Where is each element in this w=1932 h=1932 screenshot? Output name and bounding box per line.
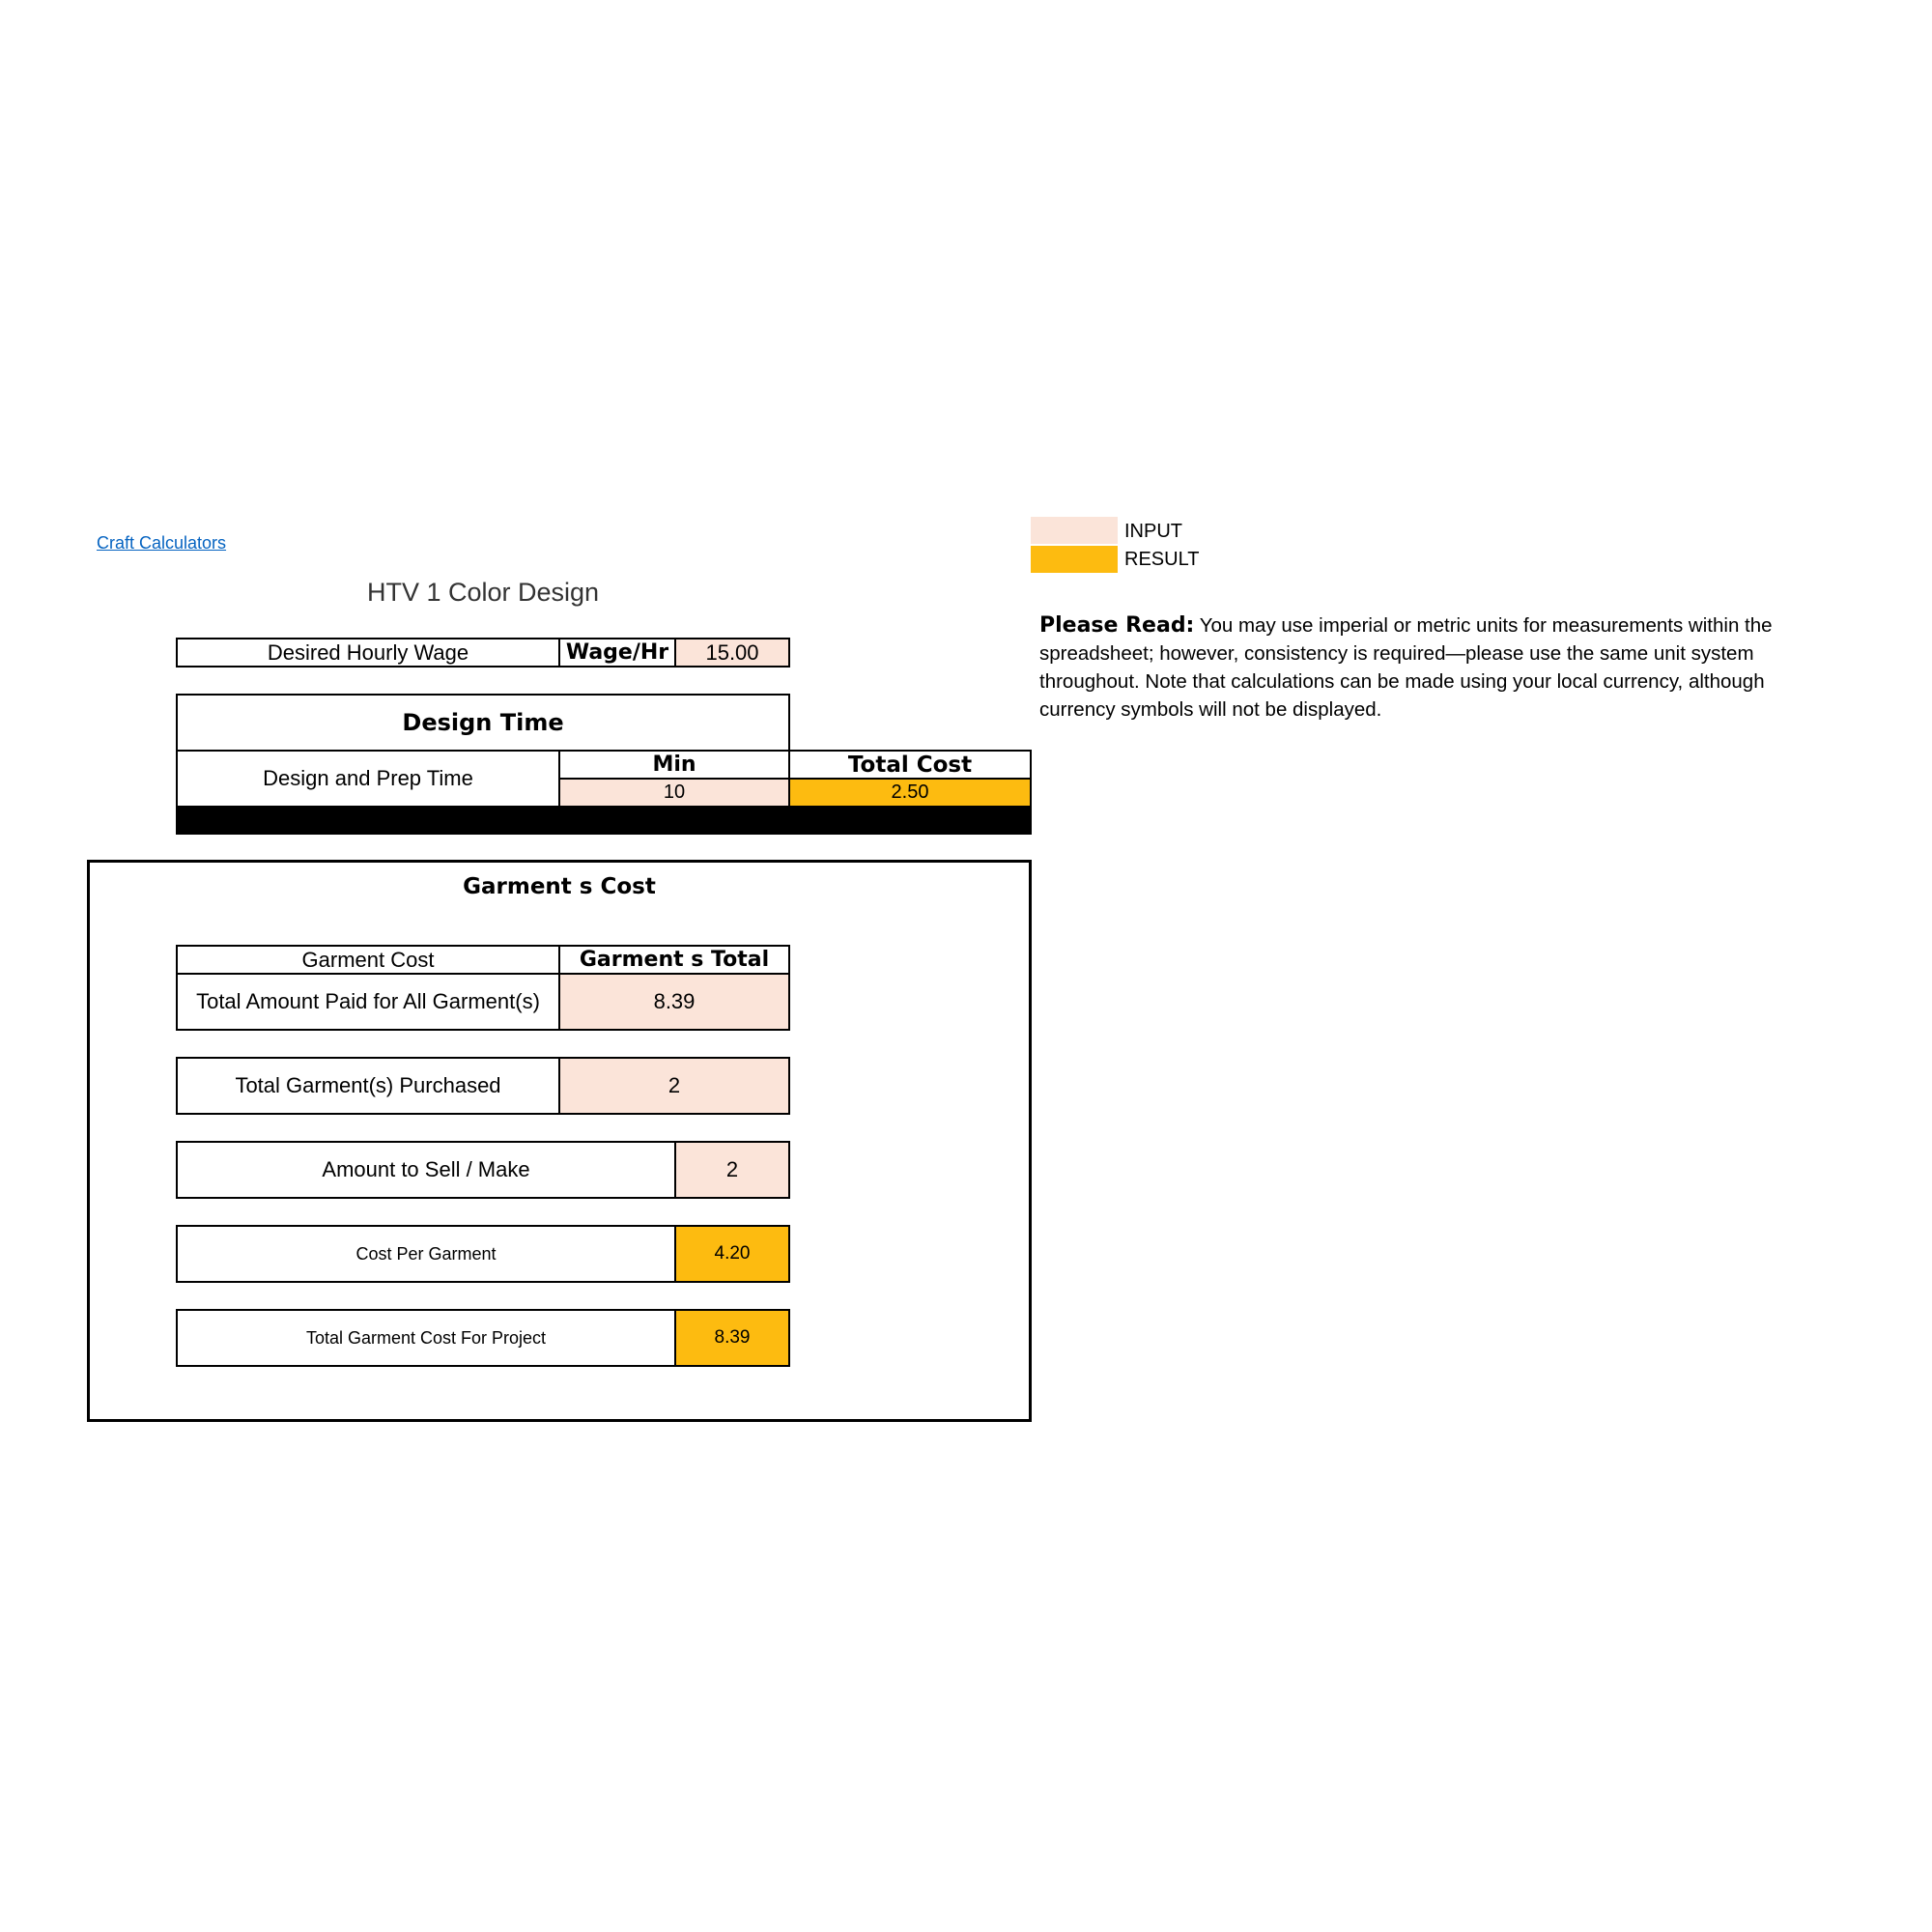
project-garment-cost-label: Total Garment Cost For Project bbox=[176, 1309, 676, 1367]
garments-purchased-label: Total Garment(s) Purchased bbox=[176, 1057, 560, 1115]
page-title: HTV 1 Color Design bbox=[366, 578, 600, 607]
total-cost-header: Total Cost bbox=[788, 750, 1032, 780]
design-time-divider-bar bbox=[176, 806, 1032, 835]
min-header: Min bbox=[558, 750, 790, 780]
total-paid-label: Total Amount Paid for All Garment(s) bbox=[176, 973, 560, 1031]
garments-total-header: Garment s Total bbox=[558, 945, 790, 975]
garment-cost-header: Garment Cost bbox=[176, 945, 560, 975]
amount-to-sell-input[interactable]: 2 bbox=[674, 1141, 790, 1199]
legend-input-swatch bbox=[1031, 517, 1118, 544]
design-prep-label: Design and Prep Time bbox=[176, 750, 560, 808]
craft-calculators-link[interactable]: Craft Calculators bbox=[97, 533, 227, 553]
cost-per-garment-value: 4.20 bbox=[674, 1225, 790, 1283]
garments-purchased-input[interactable]: 2 bbox=[558, 1057, 790, 1115]
note-heading: Please Read: bbox=[1039, 613, 1195, 638]
legend-input-label: INPUT bbox=[1124, 521, 1182, 542]
garments-cost-heading: Garment s Cost bbox=[463, 874, 656, 899]
cost-per-garment-label: Cost Per Garment bbox=[176, 1225, 676, 1283]
design-time-heading: Design Time bbox=[176, 694, 790, 752]
design-minutes-input[interactable]: 10 bbox=[558, 778, 790, 808]
total-paid-input[interactable]: 8.39 bbox=[558, 973, 790, 1031]
please-read-note bbox=[1039, 611, 1832, 724]
amount-to-sell-label: Amount to Sell / Make bbox=[176, 1141, 676, 1199]
project-garment-cost-value: 8.39 bbox=[674, 1309, 790, 1367]
wage-label: Desired Hourly Wage bbox=[176, 638, 560, 668]
wage-input[interactable]: 15.00 bbox=[674, 638, 790, 668]
legend-result-swatch bbox=[1031, 546, 1118, 573]
note-body: You may use imperial or metric units for measurements within the spreadsheet; however, consistency is required—please use the same unit system throughout. Note that calculations can be made using your local currency, although currency symbols will not be displayed. bbox=[1039, 614, 1773, 721]
legend-result-label: RESULT bbox=[1124, 549, 1200, 570]
wage-unit-label: Wage/Hr bbox=[558, 638, 676, 668]
design-total-cost: 2.50 bbox=[788, 778, 1032, 808]
